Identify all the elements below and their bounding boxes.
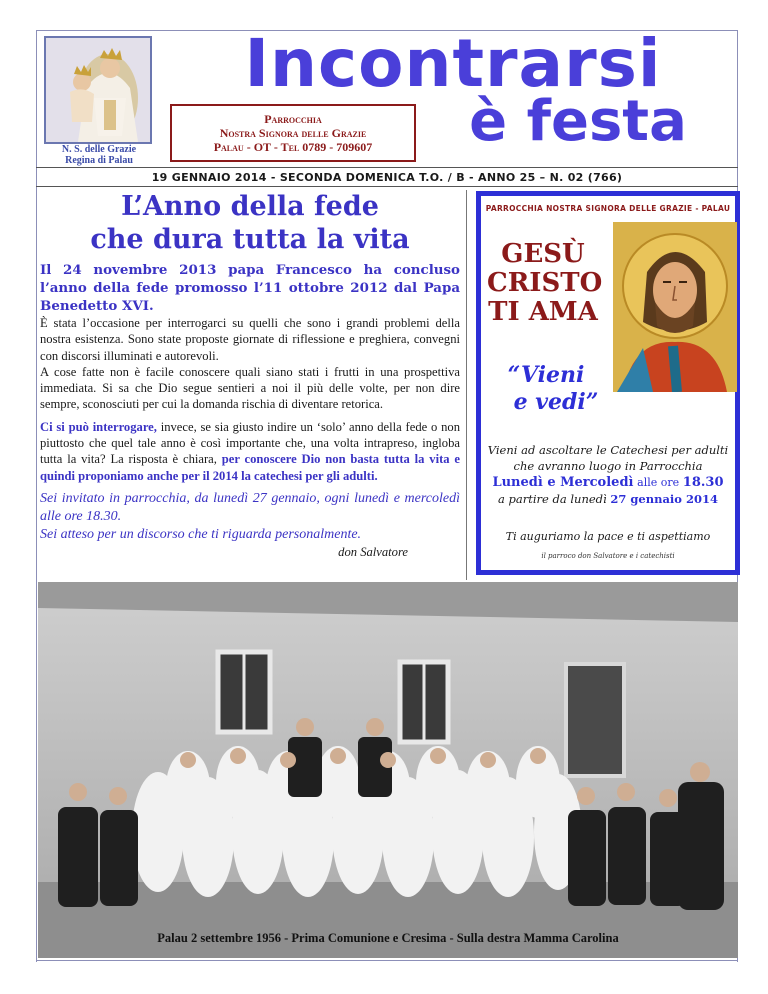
historic-group-photo: [38, 582, 738, 958]
article-title-line1: L’Anno della fede: [121, 191, 379, 222]
flyer-start: [481, 491, 735, 507]
flyer-days: Lunedì e Mercoledì: [492, 475, 634, 490]
jesus-icon-image: [613, 222, 737, 392]
madonna-caption-line1: N. S. delle Grazie: [61, 144, 137, 155]
article-paragraph-1: È stata l’occasione per interrogarci su quelli che sono i grandi problemi della nostra esistenza. Sono state proposte giornate di riflessione e preghiera, convegni con discorsi illuminati e autorevoli.: [40, 316, 460, 363]
parish-line1: Parrocchia: [264, 112, 322, 126]
article-paragraph-3: [40, 419, 460, 484]
flyer-headline-line1: GESÙ: [501, 239, 585, 269]
flyer-start-prefix: a partire da lunedì: [498, 492, 607, 506]
article-paragraph-3-text: invece, se sia giusto indire un ‘solo’ anno della fede o non piuttosto che quel tale anno è così importante che, una volta intrapreso, ingloba tutta la vita? La risposta è chiara,: [40, 419, 460, 467]
article-body: [40, 261, 460, 560]
article-signature: don Salvatore: [338, 544, 408, 559]
article-paragraph-2: A cose fatte non è facile conoscere quali siano stati i frutti in una prospettiva immediata. Si sa che Dio segue sentieri a noi il più delle volte, per non dire sempre, sconosciuti per cui la domanda rischia di diventare retorica.: [40, 364, 460, 412]
madonna-caption: [40, 144, 158, 166]
flyer-info-line2: che avranno luogo in Parrocchia: [513, 459, 703, 473]
parish-line3: Palau - OT - Tel 0789 - 709607: [213, 140, 373, 154]
flyer-headline: [487, 239, 603, 327]
article-title: [40, 190, 460, 256]
article-invite-1: Sei invitato in parrocchia, da lunedì 27 gennaio, ogni lunedì e mercoledì alle ore 18.30.: [40, 490, 460, 524]
newspaper-title: Incontrarsi: [244, 25, 662, 102]
article-paragraph-3-lead: Ci si può interrogare,: [40, 419, 157, 434]
madonna-caption-line2: Regina di Palau: [65, 155, 133, 166]
parish-line2: Nostra Signora delle Grazie: [219, 126, 367, 140]
photo-caption: Palau 2 settembre 1956 - Prima Comunione e Cresima - Sulla destra Mamma Carolina: [157, 931, 619, 945]
flyer-headline-line2: CRISTO: [487, 268, 603, 298]
madonna-image: [44, 36, 152, 144]
column-divider: [466, 190, 467, 580]
article-title-line2: che dura tutta la vita: [90, 224, 410, 255]
flyer-start-date: 27 gennaio 2014: [610, 492, 718, 506]
flyer-greeting: Ti auguriamo la pace e ti aspettiamo: [505, 530, 711, 543]
issue-date-bar: 19 GENNAIO 2014 - SECONDA DOMENICA T.O. / B - ANNO 25 – N. 02 (766): [36, 167, 738, 187]
flyer-info: [481, 442, 735, 507]
catechesis-flyer: [476, 191, 740, 575]
flyer-header: PARROCCHIA NOSTRA SIGNORA DELLE GRAZIE - PALAU: [485, 204, 731, 213]
flyer-hours: 18.30: [682, 475, 724, 490]
flyer-hours-prefix: alle ore: [637, 476, 680, 489]
article-paragraph-3-end: per conoscere Dio non basta tutta la vita e quindi proponiamo anche per il 2014 la catechesi per gli adulti.: [40, 452, 460, 483]
article-invite-2: Sei atteso per un discorso che ti riguarda personalmente.: [40, 526, 362, 542]
newspaper-subtitle: è festa: [469, 89, 687, 154]
flyer-info-schedule: [481, 474, 735, 491]
parish-box: [170, 104, 416, 162]
flyer-headline-line3: TI AMA: [488, 297, 598, 327]
bottom-rule: [36, 960, 738, 961]
flyer-quote-line1: “Vieni: [507, 362, 585, 388]
flyer-info-line1: Vieni ad ascoltare le Catechesi per adulti: [487, 443, 729, 457]
flyer-quote: [481, 362, 611, 416]
flyer-signature: il parroco don Salvatore e i catechisti: [541, 552, 675, 560]
article-lead: Il 24 novembre 2013 papa Francesco ha concluso l’anno della fede promosso l’11 ottobre 2012 dal Papa Benedetto XVI.: [40, 262, 460, 314]
flyer-quote-line2: e vedi”: [513, 389, 599, 415]
